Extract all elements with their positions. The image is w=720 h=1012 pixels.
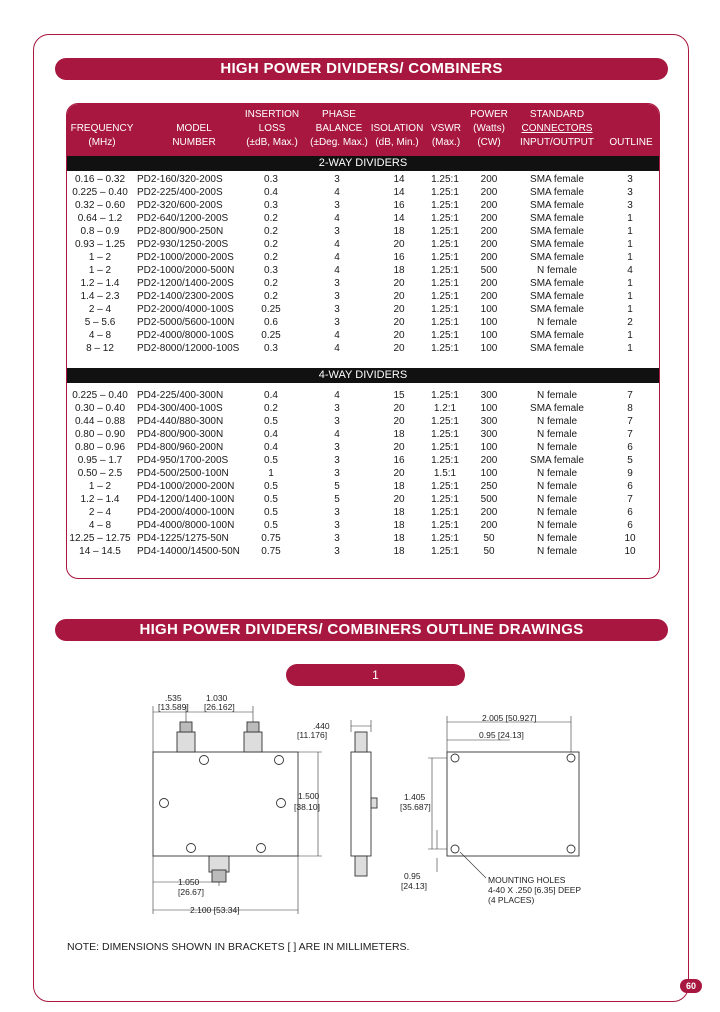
- dim-1500: 1.500: [298, 791, 320, 801]
- cell-loss: 0.2: [264, 403, 278, 414]
- cell-vswr: 1.25:1: [431, 494, 459, 505]
- cell-phase: 4: [334, 265, 340, 276]
- cell-model: PD2-320/600-200S: [137, 200, 223, 211]
- dim-2005: 2.005 [50.927]: [482, 713, 537, 723]
- cell-model: PD2-1000/2000-500N: [137, 265, 235, 276]
- cell-vswr: 1.25:1: [431, 291, 459, 302]
- cell-freq: 1 – 2: [88, 265, 112, 276]
- cell-out: 3: [627, 174, 633, 185]
- dim-535: .535: [165, 693, 182, 703]
- cell-iso: 14: [393, 213, 405, 224]
- cell-phase: 3: [334, 507, 340, 518]
- cell-conn: SMA female: [530, 239, 584, 250]
- cell-model: PD4-440/880-300N: [137, 416, 224, 427]
- holes-label-2: 4-40 X .250 [6.35] DEEP: [488, 885, 582, 895]
- cell-vswr: 1.25:1: [431, 390, 459, 401]
- cell-freq: 1 – 2: [88, 481, 112, 492]
- cell-loss: 0.5: [264, 416, 278, 427]
- cell-out: 10: [624, 546, 636, 557]
- cell-loss: 0.75: [261, 546, 281, 557]
- cell-conn: N female: [536, 481, 577, 492]
- cell-pow: 100: [480, 317, 498, 328]
- cell-loss: 0.2: [264, 213, 278, 224]
- cell-model: PD2-1000/2000-200S: [137, 252, 234, 263]
- cell-pow: 200: [480, 200, 498, 211]
- cell-iso: 18: [393, 429, 405, 440]
- cell-conn: N female: [536, 468, 577, 479]
- cell-pow: 200: [480, 226, 498, 237]
- cell-iso: 16: [393, 252, 405, 263]
- holes-label-3: (4 PLACES): [488, 895, 535, 905]
- cell-model: PD2-800/900-250N: [137, 226, 224, 237]
- cell-loss: 0.3: [264, 174, 278, 185]
- cell-model: PD2-1400/2300-200S: [137, 291, 234, 302]
- cell-phase: 3: [334, 455, 340, 466]
- cell-freq: 2 – 4: [88, 304, 112, 315]
- cell-pow: 50: [483, 546, 495, 557]
- dim-535-mm: [13.589]: [158, 702, 189, 712]
- dim-1030: 1.030: [206, 693, 228, 703]
- cell-model: PD2-225/400-200S: [137, 187, 223, 198]
- outline-banner: HIGH POWER DIVIDERS/ COMBINERS OUTLINE DRAWINGS: [55, 619, 668, 641]
- cell-freq: 0.30 – 0.40: [74, 403, 126, 414]
- cell-freq: 0.225 – 0.40: [72, 187, 128, 198]
- cell-iso: 18: [393, 546, 405, 557]
- cell-loss: 0.4: [264, 187, 278, 198]
- cell-pow: 100: [480, 468, 498, 479]
- cell-phase: 3: [334, 533, 340, 544]
- cell-iso: 20: [393, 317, 405, 328]
- cell-freq: 1.2 – 1.4: [80, 278, 120, 289]
- cell-model: PD4-225/400-300N: [137, 390, 224, 401]
- cell-conn: SMA female: [530, 403, 584, 414]
- cell-freq: 0.93 – 1.25: [74, 239, 126, 250]
- cell-conn: N female: [536, 390, 577, 401]
- cell-conn: N female: [536, 429, 577, 440]
- cell-out: 6: [627, 520, 633, 531]
- cell-model: PD2-2000/4000-100S: [137, 304, 234, 315]
- cell-out: 8: [627, 403, 633, 414]
- dim-1405-mm: [35.687]: [400, 802, 431, 812]
- cell-pow: 200: [480, 213, 498, 224]
- cell-out: 7: [627, 390, 633, 401]
- cell-out: 4: [627, 265, 633, 276]
- cell-conn: N female: [536, 546, 577, 557]
- cell-iso: 20: [393, 343, 405, 354]
- cell-iso: 20: [393, 442, 405, 453]
- cell-out: 6: [627, 442, 633, 453]
- cell-vswr: 1.25:1: [431, 481, 459, 492]
- cell-freq: 0.16 – 0.32: [74, 174, 126, 185]
- cell-conn: SMA female: [530, 455, 584, 466]
- cell-pow: 200: [480, 520, 498, 531]
- cell-out: 1: [627, 291, 633, 302]
- cell-model: PD2-5000/5600-100N: [137, 317, 235, 328]
- dim-2100: 2.100 [53.34]: [190, 905, 240, 915]
- cell-freq: 0.64 – 1.2: [77, 213, 123, 224]
- cell-out: 6: [627, 481, 633, 492]
- cell-conn: N female: [536, 416, 577, 427]
- cell-out: 1: [627, 239, 633, 250]
- outline-number-pill: 1: [286, 664, 465, 686]
- cell-freq: 2 – 4: [88, 507, 112, 518]
- main-banner: HIGH POWER DIVIDERS/ COMBINERS: [55, 58, 668, 80]
- cell-iso: 15: [393, 390, 405, 401]
- cell-out: 3: [627, 187, 633, 198]
- cell-vswr: 1.5:1: [433, 468, 457, 479]
- cell-model: PD2-4000/8000-100S: [137, 330, 234, 341]
- cell-model: PD2-160/320-200S: [137, 174, 223, 185]
- cell-conn: SMA female: [530, 252, 584, 263]
- cell-freq: 0.225 – 0.40: [72, 390, 128, 401]
- cell-freq: 0.50 – 2.5: [77, 468, 123, 479]
- cell-vswr: 1.25:1: [431, 533, 459, 544]
- cell-pow: 100: [480, 304, 498, 315]
- cell-pow: 200: [480, 187, 498, 198]
- millimeter-note: NOTE: DIMENSIONS SHOWN IN BRACKETS [ ] ARE IN MILLIMETERS.: [67, 941, 410, 953]
- cell-iso: 18: [393, 520, 405, 531]
- cell-conn: SMA female: [530, 187, 584, 198]
- page-number: 60: [680, 979, 702, 993]
- cell-freq: 1 – 2: [88, 252, 112, 263]
- cell-freq: 4 – 8: [88, 330, 112, 341]
- cell-iso: 14: [393, 174, 405, 185]
- cell-iso: 20: [393, 468, 405, 479]
- cell-phase: 3: [334, 291, 340, 302]
- cell-iso: 18: [393, 265, 405, 276]
- cell-loss: 0.5: [264, 520, 278, 531]
- cell-freq: 0.80 – 0.96: [74, 442, 126, 453]
- cell-out: 1: [627, 278, 633, 289]
- cell-conn: SMA female: [530, 213, 584, 224]
- cell-pow: 300: [480, 390, 498, 401]
- cell-phase: 3: [334, 442, 340, 453]
- cell-loss: 0.25: [261, 330, 281, 341]
- cell-phase: 4: [334, 330, 340, 341]
- cell-out: 6: [627, 507, 633, 518]
- header-vswr: VSWR (Max.): [431, 123, 461, 148]
- cell-freq: 0.95 – 1.7: [77, 455, 123, 466]
- cell-out: 1: [627, 226, 633, 237]
- cell-model: PD4-1200/1400-100N: [137, 494, 235, 505]
- cell-freq: 5 – 5.6: [84, 317, 116, 328]
- cell-vswr: 1.25:1: [431, 239, 459, 250]
- cell-phase: 5: [334, 494, 340, 505]
- cell-phase: 3: [334, 403, 340, 414]
- cell-pow: 100: [480, 330, 498, 341]
- cell-conn: N female: [536, 442, 577, 453]
- cell-out: 3: [627, 200, 633, 211]
- dim-1030-mm: [26.162]: [204, 702, 235, 712]
- cell-phase: 4: [334, 239, 340, 250]
- header-model: MODEL NUMBER: [172, 123, 216, 148]
- cell-phase: 3: [334, 546, 340, 557]
- dim-095: 0.95: [404, 871, 421, 881]
- cell-conn: SMA female: [530, 226, 584, 237]
- cell-vswr: 1.25:1: [431, 429, 459, 440]
- cell-iso: 20: [393, 278, 405, 289]
- mounting-view-body: [447, 752, 579, 856]
- cell-iso: 18: [393, 481, 405, 492]
- cell-vswr: 1.25:1: [431, 317, 459, 328]
- cell-iso: 20: [393, 416, 405, 427]
- cell-model: PD2-1200/1400-200S: [137, 278, 234, 289]
- cell-out: 5: [627, 455, 633, 466]
- cell-vswr: 1.2:1: [433, 403, 457, 414]
- cell-loss: 0.4: [264, 429, 278, 440]
- cell-vswr: 1.25:1: [431, 455, 459, 466]
- cell-loss: 0.2: [264, 226, 278, 237]
- cell-vswr: 1.25:1: [431, 546, 459, 557]
- cell-pow: 200: [480, 455, 498, 466]
- cell-freq: 1.2 – 1.4: [80, 494, 120, 505]
- holes-label-1: MOUNTING HOLES: [488, 875, 566, 885]
- cell-loss: 0.2: [264, 239, 278, 250]
- dim-1050: 1.050: [178, 877, 200, 887]
- cell-phase: 4: [334, 252, 340, 263]
- cell-pow: 500: [480, 265, 498, 276]
- cell-phase: 3: [334, 317, 340, 328]
- cell-loss: 0.3: [264, 343, 278, 354]
- cell-model: PD4-950/1700-200S: [137, 455, 229, 466]
- cell-loss: 0.75: [261, 533, 281, 544]
- cell-pow: 200: [480, 174, 498, 185]
- cell-loss: 1: [268, 468, 274, 479]
- header-connectors: STANDARD CONNECTORS INPUT/OUTPUT: [520, 109, 594, 148]
- cell-out: 7: [627, 416, 633, 427]
- section-4-way: 4-WAY DIVIDERS: [67, 368, 659, 383]
- cell-model: PD4-14000/14500-50N: [137, 546, 240, 557]
- cell-pow: 200: [480, 239, 498, 250]
- cell-vswr: 1.25:1: [431, 278, 459, 289]
- cell-out: 1: [627, 330, 633, 341]
- cell-conn: SMA female: [530, 330, 584, 341]
- cell-iso: 14: [393, 187, 405, 198]
- cell-model: PD4-1225/1275-50N: [137, 533, 229, 544]
- cell-model: PD4-1000/2000-200N: [137, 481, 235, 492]
- cell-model: PD2-8000/12000-100S: [137, 343, 240, 354]
- cell-iso: 20: [393, 304, 405, 315]
- cell-out: 1: [627, 343, 633, 354]
- cell-vswr: 1.25:1: [431, 265, 459, 276]
- cell-phase: 4: [334, 390, 340, 401]
- cell-loss: 0.3: [264, 265, 278, 276]
- cell-phase: 4: [334, 429, 340, 440]
- cell-out: 9: [627, 468, 633, 479]
- cell-model: PD4-2000/4000-100N: [137, 507, 235, 518]
- cell-freq: 0.44 – 0.88: [74, 416, 126, 427]
- cell-pow: 200: [480, 507, 498, 518]
- cell-pow: 300: [480, 416, 498, 427]
- cell-conn: N female: [536, 265, 577, 276]
- cell-conn: N female: [536, 520, 577, 531]
- cell-conn: SMA female: [530, 174, 584, 185]
- cell-vswr: 1.25:1: [431, 442, 459, 453]
- cell-pow: 500: [480, 494, 498, 505]
- cell-out: 7: [627, 494, 633, 505]
- cell-phase: 3: [334, 226, 340, 237]
- cell-model: PD4-500/2500-100N: [137, 468, 229, 479]
- header-loss: INSERTION LOSS (±dB, Max.): [244, 109, 300, 148]
- cell-phase: 3: [334, 468, 340, 479]
- cell-phase: 3: [334, 304, 340, 315]
- cell-phase: 3: [334, 278, 340, 289]
- cell-vswr: 1.25:1: [431, 226, 459, 237]
- cell-freq: 0.32 – 0.60: [74, 200, 126, 211]
- cell-freq: 1.4 – 2.3: [80, 291, 120, 302]
- cell-conn: SMA female: [530, 304, 584, 315]
- cell-iso: 20: [393, 291, 405, 302]
- cell-pow: 250: [480, 481, 498, 492]
- cell-out: 2: [627, 317, 633, 328]
- cell-loss: 0.3: [264, 200, 278, 211]
- cell-vswr: 1.25:1: [431, 200, 459, 211]
- cell-loss: 0.25: [261, 304, 281, 315]
- cell-model: PD4-4000/8000-100N: [137, 520, 235, 531]
- cell-pow: 50: [483, 533, 495, 544]
- cell-freq: 14 – 14.5: [79, 546, 121, 557]
- cell-out: 7: [627, 429, 633, 440]
- header-power: POWER (Watts) (CW): [470, 109, 508, 148]
- cell-vswr: 1.25:1: [431, 416, 459, 427]
- cell-iso: 18: [393, 507, 405, 518]
- cell-vswr: 1.25:1: [431, 174, 459, 185]
- cell-out: 10: [624, 533, 636, 544]
- cell-iso: 18: [393, 533, 405, 544]
- dim-440-mm: [11.176]: [297, 730, 328, 740]
- cell-phase: 4: [334, 187, 340, 198]
- cell-out: 1: [627, 213, 633, 224]
- cell-phase: 3: [334, 174, 340, 185]
- dim-440: .440: [313, 721, 330, 731]
- cell-loss: 0.2: [264, 252, 278, 263]
- cell-conn: SMA female: [530, 200, 584, 211]
- cell-phase: 5: [334, 481, 340, 492]
- cell-phase: 3: [334, 200, 340, 211]
- cell-iso: 16: [393, 200, 405, 211]
- cell-vswr: 1.25:1: [431, 187, 459, 198]
- cell-pow: 100: [480, 403, 498, 414]
- cell-phase: 4: [334, 213, 340, 224]
- cell-conn: N female: [536, 317, 577, 328]
- cell-loss: 0.5: [264, 507, 278, 518]
- cell-out: 1: [627, 304, 633, 315]
- cell-phase: 3: [334, 520, 340, 531]
- cell-iso: 20: [393, 239, 405, 250]
- cell-vswr: 1.25:1: [431, 213, 459, 224]
- cell-iso: 20: [393, 330, 405, 341]
- cell-loss: 0.2: [264, 291, 278, 302]
- header-frequency: FREQUENCY (MHz): [70, 123, 134, 148]
- cell-conn: SMA female: [530, 343, 584, 354]
- cell-conn: SMA female: [530, 291, 584, 302]
- cell-loss: 0.5: [264, 481, 278, 492]
- cell-pow: 100: [480, 343, 498, 354]
- cell-iso: 20: [393, 494, 405, 505]
- cell-loss: 0.4: [264, 442, 278, 453]
- cell-phase: 3: [334, 416, 340, 427]
- cell-vswr: 1.25:1: [431, 343, 459, 354]
- cell-model: PD2-640/1200-200S: [137, 213, 229, 224]
- cell-vswr: 1.25:1: [431, 507, 459, 518]
- cell-conn: N female: [536, 533, 577, 544]
- cell-freq: 0.80 – 0.90: [74, 429, 126, 440]
- cell-vswr: 1.25:1: [431, 330, 459, 341]
- cell-conn: N female: [536, 507, 577, 518]
- cell-pow: 200: [480, 278, 498, 289]
- cell-phase: 4: [334, 343, 340, 354]
- cell-conn: SMA female: [530, 278, 584, 289]
- cell-freq: 12.25 – 12.75: [69, 533, 131, 544]
- cell-pow: 200: [480, 252, 498, 263]
- cell-iso: 20: [393, 403, 405, 414]
- cell-loss: 0.5: [264, 494, 278, 505]
- cell-model: PD4-800/960-200N: [137, 442, 224, 453]
- cell-out: 1: [627, 252, 633, 263]
- header-isolation: ISOLATION (dB, Min.): [370, 123, 424, 148]
- side-view-body: [351, 752, 371, 856]
- cell-model: PD4-300/400-100S: [137, 403, 223, 414]
- dim-095-mm: [24.13]: [401, 881, 427, 891]
- cell-model: PD2-930/1250-200S: [137, 239, 229, 250]
- cell-vswr: 1.25:1: [431, 304, 459, 315]
- cell-freq: 4 – 8: [88, 520, 112, 531]
- dim-1405: 1.405: [404, 792, 426, 802]
- cell-vswr: 1.25:1: [431, 252, 459, 263]
- cell-pow: 300: [480, 429, 498, 440]
- cell-pow: 200: [480, 291, 498, 302]
- cell-loss: 0.6: [264, 317, 278, 328]
- header-outline: OUTLINE: [609, 137, 653, 148]
- cell-conn: N female: [536, 494, 577, 505]
- cell-pow: 100: [480, 442, 498, 453]
- cell-freq: 8 – 12: [86, 343, 114, 354]
- cell-iso: 18: [393, 226, 405, 237]
- cell-loss: 0.5: [264, 455, 278, 466]
- cell-loss: 0.2: [264, 278, 278, 289]
- cell-model: PD4-800/900-300N: [137, 429, 224, 440]
- cell-freq: 0.8 – 0.9: [80, 226, 120, 237]
- header-phase: PHASE BALANCE (±Deg. Max.): [310, 109, 368, 148]
- dim-1050-mm: [26.67]: [178, 887, 204, 897]
- dim-1500-mm: [38.10]: [294, 802, 320, 812]
- cell-vswr: 1.25:1: [431, 520, 459, 531]
- cell-loss: 0.4: [264, 390, 278, 401]
- cell-iso: 16: [393, 455, 405, 466]
- dim-095-top: 0.95 [24.13]: [479, 730, 524, 740]
- section-2-way: 2-WAY DIVIDERS: [67, 156, 659, 171]
